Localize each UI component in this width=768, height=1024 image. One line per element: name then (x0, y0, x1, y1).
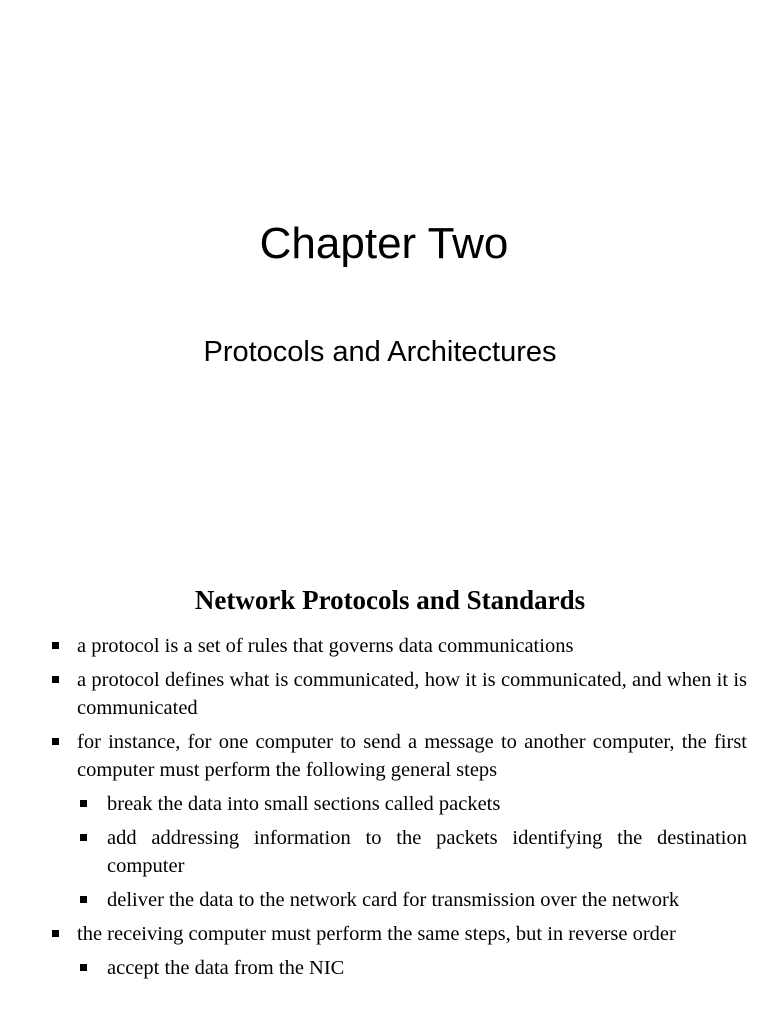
square-bullet-icon (52, 642, 59, 649)
square-bullet-icon (52, 676, 59, 683)
sub-bullet-text: add addressing information to the packets identifying the destination computer (107, 827, 747, 877)
bullet-item (77, 632, 747, 660)
bullet-text: for instance, for one computer to send a message to another computer, the first computer must perform the following general steps (77, 731, 747, 781)
chapter-subtitle: Protocols and Architectures (203, 336, 557, 368)
sub-bullet-item (107, 790, 747, 818)
bullet-text: the receiving computer must perform the same steps, but in reverse order (77, 923, 676, 945)
square-bullet-icon (80, 896, 87, 903)
section-heading: Network Protocols and Standards (194, 585, 586, 615)
square-bullet-icon (52, 930, 59, 937)
sub-bullet-item (107, 954, 747, 982)
square-bullet-icon (52, 738, 59, 745)
bullet-item (77, 920, 747, 948)
square-bullet-icon (80, 964, 87, 971)
bullet-text: a protocol defines what is communicated, how it is communicated, and when it is communicated (77, 669, 747, 719)
chapter-title: Chapter Two (259, 219, 509, 268)
bullet-item (77, 728, 747, 784)
square-bullet-icon (80, 800, 87, 807)
sub-bullet-text: break the data into small sections called packets (107, 793, 501, 815)
bullet-item (77, 666, 747, 722)
bullet-text: a protocol is a set of rules that governs data communications (77, 635, 574, 657)
square-bullet-icon (80, 834, 87, 841)
sub-bullet-text: deliver the data to the network card for transmission over the network (107, 889, 680, 911)
sub-bullet-text: accept the data from the NIC (107, 957, 345, 979)
sub-bullet-item (107, 824, 747, 880)
bullet-list (0, 632, 768, 988)
sub-bullet-item (107, 886, 747, 914)
